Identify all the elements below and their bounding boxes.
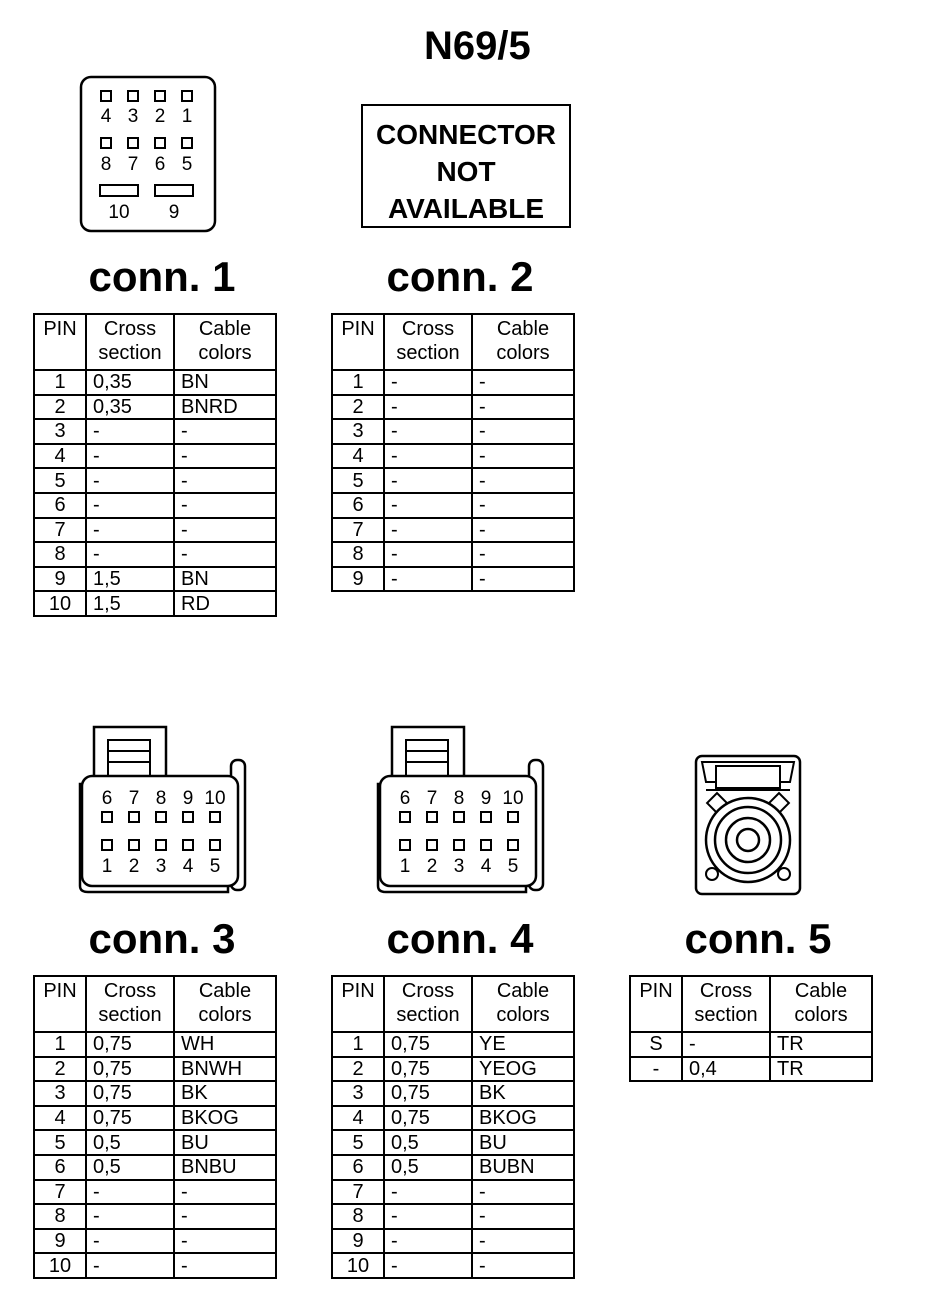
cross-section-cell: - — [384, 395, 472, 420]
pin-label: 3 — [155, 856, 167, 877]
table-row — [34, 567, 276, 592]
table-row — [34, 542, 276, 567]
cable-color-cell: BU — [472, 1130, 574, 1155]
connector-not-available-box — [361, 104, 571, 228]
cable-colors-header — [472, 976, 574, 1032]
cross-section-cell: 1,5 — [86, 591, 174, 616]
pin-label: 3 — [127, 106, 139, 127]
pin-cell: 8 — [332, 1204, 384, 1229]
cable-color-cell: - — [174, 444, 276, 469]
table-row — [34, 419, 276, 444]
cable-color-cell: BN — [174, 567, 276, 592]
pin-label: 2 — [128, 856, 140, 877]
cable-colors-header — [174, 314, 276, 370]
cable-color-cell: - — [472, 518, 574, 543]
cross-section-cell: 0,75 — [86, 1057, 174, 1082]
pin-cell: 2 — [332, 1057, 384, 1082]
pin-label: 2 — [154, 106, 166, 127]
cable-color-cell: TR — [770, 1057, 872, 1082]
cross-section-cell: 0,75 — [384, 1081, 472, 1106]
na-line: AVAILABLE — [387, 193, 545, 224]
cross-section-header — [86, 976, 174, 1032]
connector-1-label: conn. 1 — [88, 253, 236, 300]
header-line: section — [694, 1004, 758, 1026]
pin-label: 6 — [154, 154, 166, 175]
table-row — [34, 1081, 276, 1106]
cable-color-cell: - — [174, 1204, 276, 1229]
cross-section-cell: 0,5 — [86, 1130, 174, 1155]
table-row — [332, 518, 574, 543]
pin-label: 9 — [182, 788, 194, 809]
cable-color-cell: YEOG — [472, 1057, 574, 1082]
header-line: Cable — [198, 318, 252, 340]
pin-label: 4 — [100, 106, 112, 127]
pin-cell: S — [630, 1032, 682, 1057]
page-title: N69/5 — [424, 24, 531, 68]
connector-2-table — [331, 313, 575, 592]
pin-cell: 6 — [332, 493, 384, 518]
connector-5-diagram — [692, 752, 804, 898]
cross-section-cell: - — [384, 1180, 472, 1205]
pin-cell: 1 — [34, 1032, 86, 1057]
pin-label: 1 — [181, 106, 193, 127]
cable-color-cell: BNRD — [174, 395, 276, 420]
cross-section-cell: - — [384, 542, 472, 567]
pin-label: 9 — [480, 788, 492, 809]
cable-color-cell: - — [472, 1180, 574, 1205]
header-line: Cable — [496, 318, 550, 340]
pin-cell: 5 — [332, 1130, 384, 1155]
header-line: Cable — [496, 980, 550, 1002]
pin-cell: 3 — [34, 419, 86, 444]
cable-color-cell: - — [174, 518, 276, 543]
table-header-row — [630, 976, 872, 1032]
table-body — [332, 370, 574, 591]
table-row — [332, 493, 574, 518]
table-row — [34, 1032, 276, 1057]
pin-cell: 7 — [34, 518, 86, 543]
table-row — [34, 444, 276, 469]
cable-color-cell: BK — [472, 1081, 574, 1106]
cross-section-cell: 1,5 — [86, 567, 174, 592]
header-line: section — [396, 342, 460, 364]
pin-label: 4 — [480, 856, 492, 877]
pin-cell: 9 — [332, 1229, 384, 1254]
pin-label: 7 — [128, 788, 140, 809]
pin-label: 9 — [168, 202, 180, 223]
connector-5-table — [629, 975, 873, 1082]
cross-section-cell: 0,5 — [384, 1155, 472, 1180]
cross-section-cell: - — [86, 1180, 174, 1205]
connector-1-diagram — [78, 74, 220, 236]
pin-label: 3 — [453, 856, 465, 877]
pin-cell: 7 — [332, 1180, 384, 1205]
table-header-row — [34, 976, 276, 1032]
header-line: Cable — [198, 980, 252, 1002]
header-line: Cross — [103, 318, 157, 340]
cross-section-cell: - — [384, 370, 472, 395]
table-row — [34, 1253, 276, 1278]
pin-label: 8 — [453, 788, 465, 809]
cross-section-cell: 0,75 — [384, 1057, 472, 1082]
pin-cell: 8 — [332, 542, 384, 567]
cable-color-cell: - — [472, 468, 574, 493]
cross-section-header — [384, 976, 472, 1032]
cable-color-cell: BK — [174, 1081, 276, 1106]
cross-section-cell: - — [384, 567, 472, 592]
pin-cell: - — [630, 1057, 682, 1082]
cross-section-header — [86, 314, 174, 370]
pin-label: 1 — [399, 856, 411, 877]
cross-section-cell: - — [86, 468, 174, 493]
pin-cell: 3 — [34, 1081, 86, 1106]
cross-section-cell: 0,75 — [86, 1106, 174, 1131]
table-row — [34, 493, 276, 518]
table-row — [332, 1106, 574, 1131]
pin-cell: 9 — [34, 567, 86, 592]
table-row — [332, 1155, 574, 1180]
pin-cell: 10 — [34, 1253, 86, 1278]
cable-color-cell: - — [174, 542, 276, 567]
cross-section-header — [682, 976, 770, 1032]
pin-label: 1 — [101, 856, 113, 877]
cross-section-cell: - — [384, 1204, 472, 1229]
cable-color-cell: RD — [174, 591, 276, 616]
cable-color-cell: BU — [174, 1130, 276, 1155]
table-header-row — [332, 314, 574, 370]
cross-section-cell: - — [86, 1204, 174, 1229]
table-row — [332, 1081, 574, 1106]
pin-cell: 3 — [332, 419, 384, 444]
connector-4-table — [331, 975, 575, 1279]
pin-header: PIN — [34, 314, 86, 370]
table-row — [332, 1032, 574, 1057]
cable-color-cell: - — [472, 370, 574, 395]
cross-section-cell: - — [86, 419, 174, 444]
pin-label: 10 — [108, 202, 130, 223]
pin-cell: 1 — [332, 1032, 384, 1057]
cable-color-cell: - — [472, 567, 574, 592]
pin-cell: 9 — [34, 1229, 86, 1254]
pin-cell: 8 — [34, 542, 86, 567]
cross-section-cell: 0,75 — [86, 1032, 174, 1057]
pin-label: 2 — [426, 856, 438, 877]
pin-cell: 3 — [332, 1081, 384, 1106]
header-line: Cross — [103, 980, 157, 1002]
header-line: colors — [198, 1004, 252, 1026]
pin-cell: 4 — [332, 444, 384, 469]
table-row — [332, 395, 574, 420]
pin-cell: 7 — [332, 518, 384, 543]
cable-colors-header — [174, 976, 276, 1032]
na-line: CONNECTOR — [376, 119, 556, 150]
connector-3-diagram — [78, 724, 250, 896]
cable-color-cell: - — [174, 1229, 276, 1254]
pin-label: 8 — [155, 788, 167, 809]
cross-section-cell: 0,35 — [86, 370, 174, 395]
cross-section-cell: 0,5 — [86, 1155, 174, 1180]
table-row — [332, 1130, 574, 1155]
table-row — [34, 1180, 276, 1205]
pin-cell: 4 — [34, 1106, 86, 1131]
pin-cell: 9 — [332, 567, 384, 592]
table-row — [332, 370, 574, 395]
cable-color-cell: - — [472, 395, 574, 420]
header-line: section — [98, 1004, 162, 1026]
table-header-row — [34, 314, 276, 370]
pin-cell: 6 — [332, 1155, 384, 1180]
table-header-row — [332, 976, 574, 1032]
table-row — [34, 518, 276, 543]
cross-section-cell: - — [384, 518, 472, 543]
connector-5-label: conn. 5 — [684, 915, 832, 962]
table-row — [332, 567, 574, 592]
cross-section-cell: - — [384, 419, 472, 444]
cable-color-cell: - — [472, 542, 574, 567]
table-body — [34, 1032, 276, 1278]
pin-label: 7 — [426, 788, 438, 809]
cable-color-cell: BNBU — [174, 1155, 276, 1180]
header-line: section — [396, 1004, 460, 1026]
pin-cell: 5 — [332, 468, 384, 493]
cross-section-cell: - — [384, 468, 472, 493]
pin-cell: 6 — [34, 493, 86, 518]
pin-label: 5 — [181, 154, 193, 175]
table-row — [332, 419, 574, 444]
pin-cell: 2 — [332, 395, 384, 420]
cable-color-cell: - — [174, 1253, 276, 1278]
pin-label: 4 — [182, 856, 194, 877]
pin-header: PIN — [34, 976, 86, 1032]
cross-section-cell: - — [384, 1253, 472, 1278]
table-row — [332, 444, 574, 469]
table-row — [34, 1106, 276, 1131]
table-row — [34, 1155, 276, 1180]
header-line: colors — [794, 1004, 848, 1026]
table-row — [34, 468, 276, 493]
table-row — [630, 1032, 872, 1057]
pin-header: PIN — [332, 976, 384, 1032]
cable-color-cell: TR — [770, 1032, 872, 1057]
table-row — [332, 1057, 574, 1082]
cross-section-cell: - — [86, 1229, 174, 1254]
connector-4-label: conn. 4 — [386, 915, 534, 962]
cable-color-cell: BKOG — [472, 1106, 574, 1131]
cross-section-cell: - — [682, 1032, 770, 1057]
cable-color-cell: - — [472, 419, 574, 444]
pin-label: 10 — [204, 788, 226, 809]
pin-cell: 8 — [34, 1204, 86, 1229]
table-row — [34, 1130, 276, 1155]
connector-2-label: conn. 2 — [386, 253, 534, 300]
header-line: Cross — [401, 318, 455, 340]
cross-section-cell: - — [86, 493, 174, 518]
header-line: colors — [198, 342, 252, 364]
pin-cell: 6 — [34, 1155, 86, 1180]
cable-colors-header — [472, 314, 574, 370]
cable-color-cell: YE — [472, 1032, 574, 1057]
cable-color-cell: - — [472, 1253, 574, 1278]
pin-cell: 4 — [34, 444, 86, 469]
table-row — [332, 1180, 574, 1205]
table-row — [332, 542, 574, 567]
pin-cell: 1 — [332, 370, 384, 395]
header-line: colors — [496, 342, 550, 364]
pin-label: 10 — [502, 788, 524, 809]
connector-3-label: conn. 3 — [88, 915, 236, 962]
pin-label: 5 — [507, 856, 519, 877]
pin-cell: 10 — [34, 591, 86, 616]
pin-label: 6 — [399, 788, 411, 809]
table-row — [34, 1204, 276, 1229]
cable-color-cell: BN — [174, 370, 276, 395]
header-line: Cross — [699, 980, 753, 1002]
table-row — [630, 1057, 872, 1082]
pin-header: PIN — [630, 976, 682, 1032]
cross-section-cell: 0,4 — [682, 1057, 770, 1082]
cross-section-cell: 0,75 — [384, 1032, 472, 1057]
header-line: colors — [496, 1004, 550, 1026]
pin-label: 5 — [209, 856, 221, 877]
cross-section-cell: - — [86, 1253, 174, 1278]
connector-1-table — [33, 313, 277, 617]
cross-section-cell: 0,75 — [384, 1106, 472, 1131]
na-line: NOT — [436, 156, 496, 187]
pin-cell: 2 — [34, 1057, 86, 1082]
connector-4-diagram — [376, 724, 548, 896]
table-row — [332, 1253, 574, 1278]
cable-color-cell: - — [174, 1180, 276, 1205]
cross-section-header — [384, 314, 472, 370]
table-row — [332, 468, 574, 493]
cable-color-cell: WH — [174, 1032, 276, 1057]
cable-color-cell: - — [174, 468, 276, 493]
cable-color-cell: - — [472, 1229, 574, 1254]
pin-cell: 5 — [34, 468, 86, 493]
table-row — [34, 370, 276, 395]
cable-color-cell: - — [472, 444, 574, 469]
cross-section-cell: - — [86, 444, 174, 469]
cable-color-cell: - — [174, 493, 276, 518]
cross-section-cell: - — [86, 542, 174, 567]
table-row — [332, 1204, 574, 1229]
cable-color-cell: BKOG — [174, 1106, 276, 1131]
header-line: section — [98, 342, 162, 364]
cable-color-cell: - — [472, 1204, 574, 1229]
table-row — [34, 1057, 276, 1082]
cross-section-cell: 0,5 — [384, 1130, 472, 1155]
header-line: Cross — [401, 980, 455, 1002]
pin-cell: 10 — [332, 1253, 384, 1278]
pin-label: 7 — [127, 154, 139, 175]
pin-cell: 5 — [34, 1130, 86, 1155]
table-body — [630, 1032, 872, 1081]
pin-header: PIN — [332, 314, 384, 370]
connector-3-table — [33, 975, 277, 1279]
table-body — [332, 1032, 574, 1278]
cross-section-cell: - — [384, 444, 472, 469]
cable-colors-header — [770, 976, 872, 1032]
cross-section-cell: - — [86, 518, 174, 543]
table-row — [34, 591, 276, 616]
table-row — [34, 1229, 276, 1254]
cross-section-cell: 0,75 — [86, 1081, 174, 1106]
table-body — [34, 370, 276, 616]
header-line: Cable — [794, 980, 848, 1002]
table-row — [34, 395, 276, 420]
pin-cell: 4 — [332, 1106, 384, 1131]
pin-label: 8 — [100, 154, 112, 175]
pin-cell: 2 — [34, 395, 86, 420]
pin-cell: 7 — [34, 1180, 86, 1205]
pin-label: 6 — [101, 788, 113, 809]
cable-color-cell: - — [472, 493, 574, 518]
cross-section-cell: 0,35 — [86, 395, 174, 420]
cable-color-cell: BUBN — [472, 1155, 574, 1180]
cable-color-cell: BNWH — [174, 1057, 276, 1082]
cross-section-cell: - — [384, 493, 472, 518]
table-row — [332, 1229, 574, 1254]
cross-section-cell: - — [384, 1229, 472, 1254]
cable-color-cell: - — [174, 419, 276, 444]
pin-cell: 1 — [34, 370, 86, 395]
